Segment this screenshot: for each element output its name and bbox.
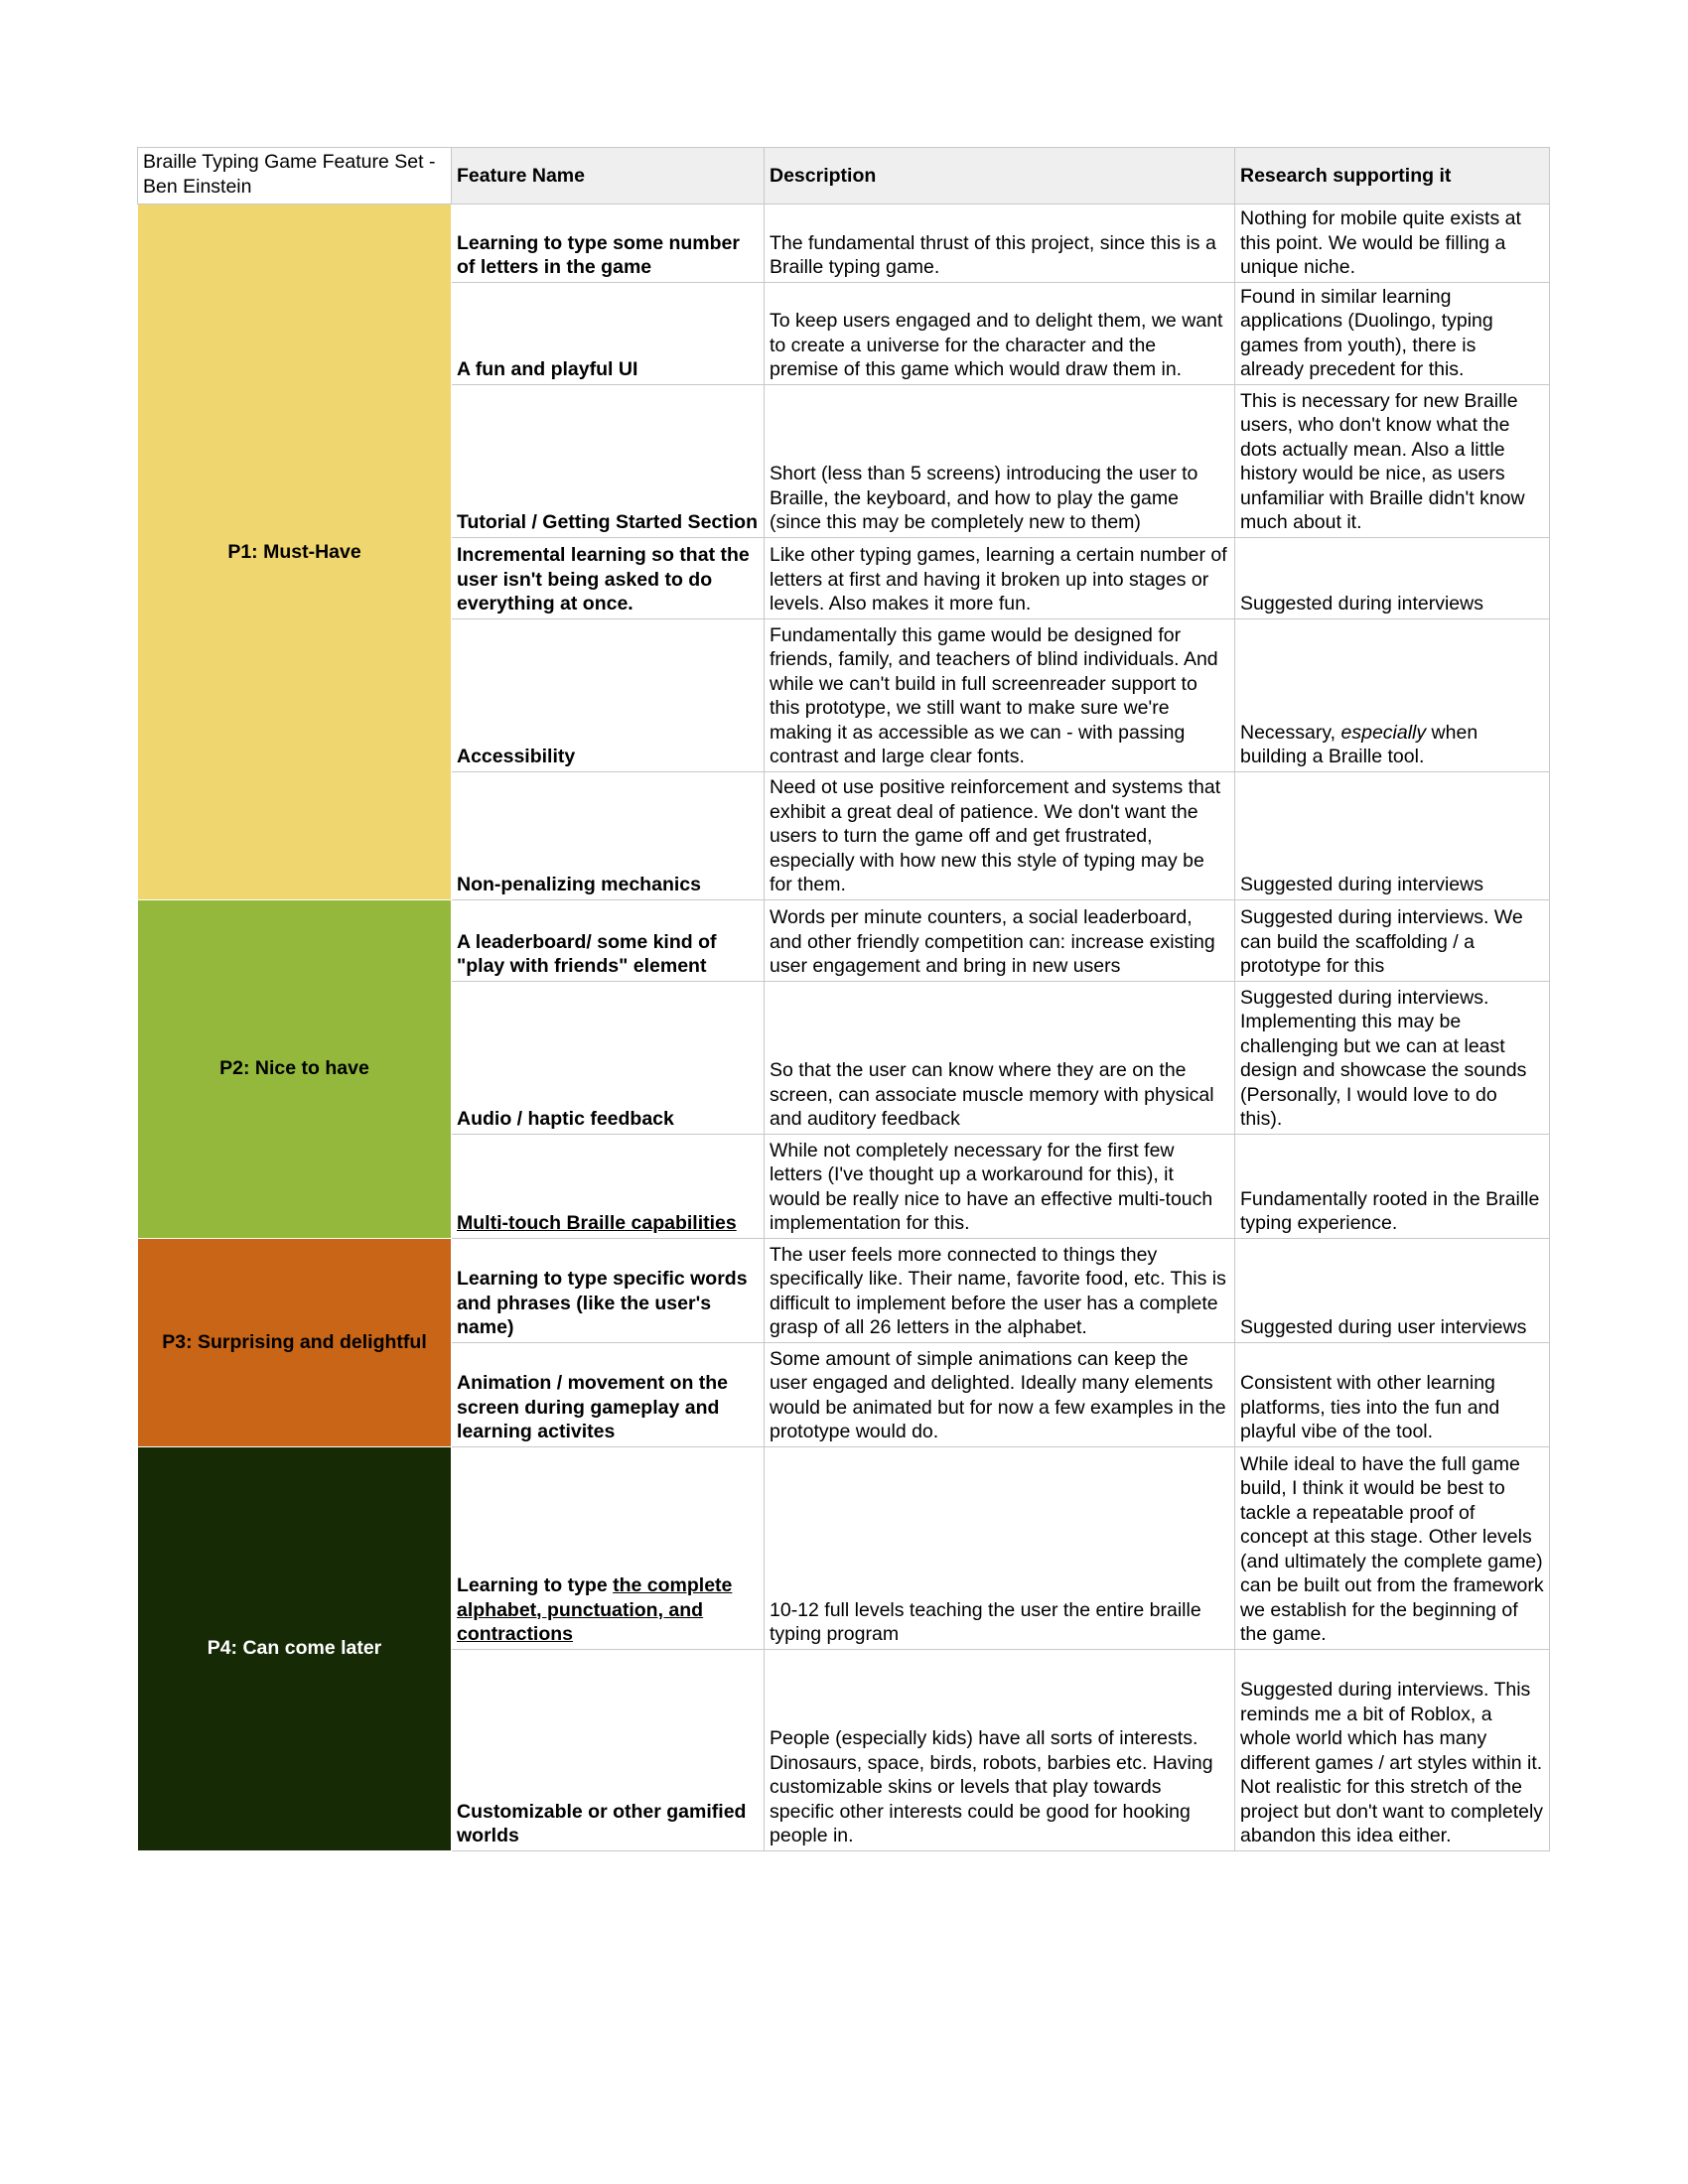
feature-name-cell: Accessibility: [452, 618, 765, 771]
description-cell: 10-12 full levels teaching the user the entire braille typing program: [765, 1446, 1235, 1649]
research-emphasis: especially: [1340, 721, 1427, 744]
feature-name-cell: A fun and playful UI: [452, 282, 765, 384]
description-cell: Need ot use positive reinforcement and systems that exhibit a great deal of patience. We don't want the users to turn the game off and get frustrated, especially with how new this style of typing may be for them.: [765, 771, 1235, 899]
feature-name-cell: Multi-touch Braille capabilities: [452, 1134, 765, 1238]
research-cell: Nothing for mobile quite exists at this point. We would be filling a unique niche.: [1235, 205, 1550, 283]
research-cell: Suggested during interviews. This reminds me a bit of Roblox, a whole world which has many different games / art styles within it. Not realistic for this stretch of the project but don't want to completely abandon this idea either.: [1235, 1649, 1550, 1850]
feature-name-cell: Customizable or other gamified worlds: [452, 1649, 765, 1850]
feature-name-cell: Non-penalizing mechanics: [452, 771, 765, 899]
feature-name-cell: Learning to type some number of letters in the game: [452, 205, 765, 283]
feature-name-header: Feature Name: [452, 148, 765, 205]
research-cell: Suggested during interviews: [1235, 537, 1550, 618]
feature-name-cell: A leaderboard/ some kind of "play with friends" element: [452, 899, 765, 981]
feature-link[interactable]: the complete alphabet, punctuation, and contractions: [457, 1574, 733, 1645]
research-cell: Fundamentally rooted in the Braille typing experience.: [1235, 1134, 1550, 1238]
description-cell: Words per minute counters, a social leaderboard, and other friendly competition can: increase existing user engagement and bring in new users: [765, 899, 1235, 981]
description-cell: Like other typing games, learning a certain number of letters at first and having it broken up into stages or levels. Also makes it more fun.: [765, 537, 1235, 618]
feature-name-cell: Tutorial / Getting Started Section: [452, 384, 765, 537]
description-cell: People (especially kids) have all sorts of interests. Dinosaurs, space, birds, robots, barbies etc. Having customizable skins or levels that play towards specific other interests could be good for hooking people in.: [765, 1649, 1235, 1850]
research-cell: This is necessary for new Braille users, who don't know what the dots actually mean. Also a little history would be nice, as users unfamiliar with Braille didn't know much about it.: [1235, 384, 1550, 537]
research-cell: Suggested during interviews. We can build the scaffolding / a prototype for this: [1235, 899, 1550, 981]
description-cell: Short (less than 5 screens) introducing the user to Braille, the keyboard, and how to play the game (since this may be completely new to them): [765, 384, 1235, 537]
research-cell: [1235, 618, 1550, 771]
feature-text: Learning to type: [457, 1574, 614, 1596]
feature-name-cell: Incremental learning so that the user isn't being asked to do everything at once.: [452, 537, 765, 618]
feature-name-cell: Animation / movement on the screen during gameplay and learning activites: [452, 1342, 765, 1446]
research-text: when building a Braille tool.: [1240, 721, 1478, 767]
table-row: [138, 205, 1550, 283]
research-header: Research supporting it: [1235, 148, 1550, 205]
research-cell: Found in similar learning applications (Duolingo, typing games from youth), there is already precedent for this.: [1235, 282, 1550, 384]
table-row: [138, 1238, 1550, 1342]
description-header: Description: [765, 148, 1235, 205]
document-title: Braille Typing Game Feature Set - Ben Einstein: [138, 148, 452, 205]
feature-table: [137, 147, 1550, 1851]
research-cell: Suggested during interviews. Implementing this may be challenging but we can at least design and showcase the sounds (Personally, I would love to do this).: [1235, 981, 1550, 1134]
research-cell: Suggested during user interviews: [1235, 1238, 1550, 1342]
description-cell: Fundamentally this game would be designed for friends, family, and teachers of blind individuals. And while we can't build in full screenreader support to this prototype, we still want to make sure we're making it as accessible as we can - with passing contrast and large clear fonts.: [765, 618, 1235, 771]
table-row: [138, 1446, 1550, 1649]
description-cell: The user feels more connected to things they specifically like. Their name, favorite food, etc. This is difficult to implement before the user has a complete grasp of all 26 letters in the alphabet.: [765, 1238, 1235, 1342]
tier-p2-nice-to-have: P2: Nice to have: [138, 899, 452, 1238]
research-text: Necessary,: [1240, 721, 1341, 744]
research-cell: Consistent with other learning platforms, ties into the fun and playful vibe of the tool.: [1235, 1342, 1550, 1446]
description-cell: So that the user can know where they are on the screen, can associate muscle memory with physical and auditory feedback: [765, 981, 1235, 1134]
feature-name-cell: [452, 1446, 765, 1649]
feature-name-cell: Audio / haptic feedback: [452, 981, 765, 1134]
description-cell: Some amount of simple animations can keep the user engaged and delighted. Ideally many elements would be animated but for now a few examples in the prototype would do.: [765, 1342, 1235, 1446]
tier-p4-can-come-later: P4: Can come later: [138, 1446, 452, 1850]
feature-name-cell: Learning to type specific words and phrases (like the user's name): [452, 1238, 765, 1342]
description-cell: While not completely necessary for the first few letters (I've thought up a workaround for this), it would be really nice to have an effective multi-touch implementation for this.: [765, 1134, 1235, 1238]
description-cell: The fundamental thrust of this project, since this is a Braille typing game.: [765, 205, 1235, 283]
description-cell: To keep users engaged and to delight them, we want to create a universe for the character and the premise of this game which would draw them in.: [765, 282, 1235, 384]
tier-p3-surprising-and-delightful: P3: Surprising and delightful: [138, 1238, 452, 1446]
research-cell: While ideal to have the full game build, I think it would be best to tackle a repeatable proof of concept at this stage. Other levels (and ultimately the complete game) can be built out from the framework we establish for the beginning of the game.: [1235, 1446, 1550, 1649]
header-row: [138, 148, 1550, 205]
tier-p1-must-have: P1: Must-Have: [138, 205, 452, 900]
table-row: [138, 899, 1550, 981]
research-cell: Suggested during interviews: [1235, 771, 1550, 899]
